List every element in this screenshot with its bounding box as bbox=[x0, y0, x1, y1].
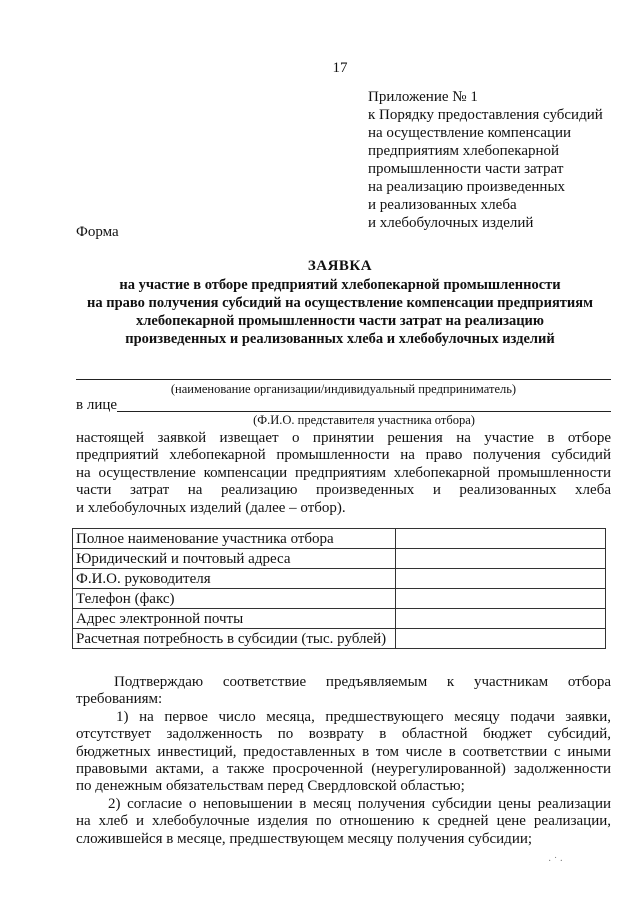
body-line: и хлебобулочных изделий (далее – отбор). bbox=[76, 499, 346, 516]
body-line: на осуществление компенсации предприятиям хлебопекарной промышленности bbox=[76, 464, 611, 481]
scan-artifact-dots: · ˙ · bbox=[548, 856, 563, 867]
table-label-cell: Расчетная потребность в субсидии (тыс. рублей) bbox=[73, 629, 396, 649]
table-value-cell[interactable] bbox=[396, 549, 606, 569]
appendix-line: промышленности части затрат bbox=[368, 161, 564, 177]
confirm-intro-line: Подтверждаю соответствие предъявляемым к участникам отбора bbox=[114, 674, 611, 690]
requirement-item-2-line: на хлеб и хлебобулочные изделия по отношению к средней цене реализации, bbox=[76, 813, 611, 830]
table-row bbox=[73, 609, 606, 629]
organization-caption: (наименование организации/индивидуальный предприниматель) bbox=[170, 382, 517, 396]
table-value-cell[interactable] bbox=[396, 569, 606, 589]
appendix-line: к Порядку предоставления субсидий bbox=[368, 107, 603, 123]
appendix-line: предприятиям хлебопекарной bbox=[368, 143, 560, 159]
table-value-cell[interactable] bbox=[396, 529, 606, 549]
table-row bbox=[73, 549, 606, 569]
table-row bbox=[73, 569, 606, 589]
subtitle-line: хлебопекарной промышленности части затрат на реализацию bbox=[136, 313, 544, 329]
subtitle-line: на право получения субсидий на осуществление компенсации предприятиям bbox=[87, 295, 593, 311]
body-line: предприятий хлебопекарной промышленности на право получения субсидий bbox=[76, 447, 611, 464]
body-paragraph bbox=[76, 430, 611, 517]
table-label-cell: Ф.И.О. руководителя bbox=[73, 569, 396, 589]
in-person-label: в лице bbox=[76, 397, 118, 413]
body-line: настоящей заявкой извещает о принятии решения на участие в отборе bbox=[76, 430, 611, 446]
representative-fill-line bbox=[117, 411, 611, 412]
document-title: ЗАЯВКА bbox=[307, 258, 373, 274]
requirement-item-2-line: сложившейся в месяце, предшествующем месяцу получения субсидии; bbox=[76, 830, 533, 847]
appendix-block bbox=[368, 88, 618, 232]
requirement-item-1-line: правовыми актами, а также просроченной (неурегулированной) задолженности bbox=[76, 761, 611, 778]
appendix-line: на реализацию произведенных bbox=[368, 179, 566, 195]
requirement-item-1-line: бюджетных инвестиций, предоставленных в том числе в соответствии с иными bbox=[76, 743, 611, 760]
body-line: части затрат на реализацию произведенных и реализованных хлеба bbox=[76, 482, 611, 499]
table-label-cell: Юридический и почтовый адреса bbox=[73, 549, 396, 569]
requirement-item-1-line: по денежным обязательствам перед Свердловской областью; bbox=[76, 778, 465, 795]
subtitle-line: на участие в отборе предприятий хлебопекарной промышленности bbox=[119, 277, 561, 293]
table-value-cell[interactable] bbox=[396, 629, 606, 649]
form-label: Форма bbox=[76, 224, 119, 240]
requirement-item-1-line: отсутствует задолженность по возврату в областной бюджет субсидий, bbox=[76, 726, 611, 743]
table-row bbox=[73, 529, 606, 549]
subtitle-line: произведенных и реализованных хлеба и хлебобулочных изделий bbox=[125, 331, 555, 347]
table-row bbox=[73, 629, 606, 649]
table-label-cell: Адрес электронной почты bbox=[73, 609, 396, 629]
representative-caption: (Ф.И.О. представителя участника отбора) bbox=[253, 413, 475, 427]
appendix-line: и реализованных хлеба bbox=[368, 197, 517, 213]
appendix-line: на осуществление компенсации bbox=[368, 125, 572, 141]
page-number: 17 bbox=[332, 60, 348, 76]
requirement-item-1-line: 1) на первое число месяца, предшествующего месяцу подачи заявки, bbox=[116, 708, 611, 725]
appendix-line: и хлебобулочных изделий bbox=[368, 215, 534, 231]
table-label-cell: Полное наименование участника отбора bbox=[73, 529, 396, 549]
table-row bbox=[73, 589, 606, 609]
confirm-intro-line: требованиям: bbox=[76, 691, 163, 708]
appendix-line: Приложение № 1 bbox=[368, 89, 478, 105]
participant-info-table bbox=[72, 528, 606, 649]
table-value-cell[interactable] bbox=[396, 609, 606, 629]
table-label-cell: Телефон (факс) bbox=[73, 589, 396, 609]
table-value-cell[interactable] bbox=[396, 589, 606, 609]
document-subtitle bbox=[70, 276, 610, 348]
organization-fill-line bbox=[76, 379, 611, 380]
requirement-item-2-line: 2) согласие о неповышении в месяц получения субсидии цены реализации bbox=[108, 795, 611, 812]
confirmation-section bbox=[76, 674, 611, 848]
